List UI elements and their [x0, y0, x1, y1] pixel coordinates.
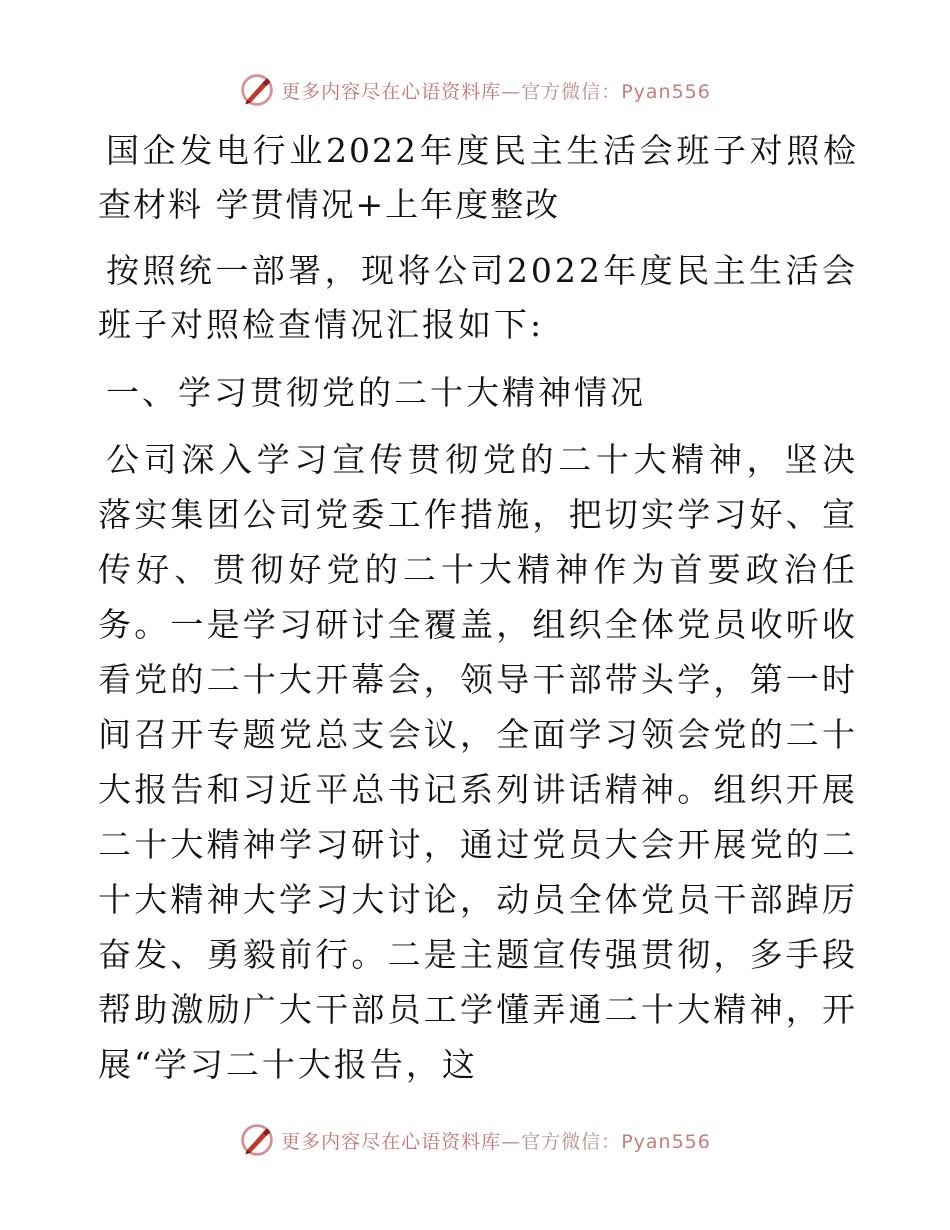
- section-paragraph: 公司深入学习宣传贯彻党的二十大精神，坚决落实集团公司党委工作措施，把切实学习好、宣传好、贯彻好党的二十大精神作为首要政治任务。一是学习研讨全覆盖，组织全体党员收听收看党的二十大开幕会，领导干部带头学，第一时间召开专题党总支会议，全面学习领会党的二十大报告和习近平总书记系列讲话精神。组织开展二十大精神学习研讨，通过党员大会开展党的二十大精神大学习大讨论，动员全体党员干部踔厉奋发、勇毅前行。二是主题宣传强贯彻，多手段帮助激励广大干部员工学懂弄通二十大精神，开展“学习二十大报告，这: [98, 440, 858, 1084]
- watermark-account: Pyan556: [621, 80, 711, 103]
- watermark-label: 官方微信：: [521, 80, 622, 103]
- document-body: [98, 124, 858, 1092]
- watermark-separator: —: [501, 80, 522, 103]
- pen-logo-icon: [239, 1122, 275, 1158]
- watermark-brand: 更多内容尽在心语资料库: [281, 1130, 502, 1153]
- watermark-account: Pyan556: [621, 1130, 711, 1153]
- watermark-footer: [0, 1120, 950, 1160]
- watermark-brand: 更多内容尽在心语资料库: [281, 80, 502, 103]
- pen-logo-icon: [239, 72, 275, 108]
- intro-paragraph: 按照统一部署，现将公司2022年度民主生活会班子对照检查情况汇报如下:: [98, 251, 858, 344]
- watermark-header: [0, 70, 950, 110]
- watermark-text: [281, 77, 711, 104]
- section-heading: 一、学习贯彻党的二十大精神情况: [106, 373, 646, 412]
- document-title: 国企发电行业2022年度民主生活会班子对照检查材料 学贯情况+上年度整改: [98, 131, 858, 224]
- watermark-text: [281, 1127, 711, 1154]
- watermark-label: 官方微信：: [521, 1130, 622, 1153]
- watermark-separator: —: [501, 1130, 522, 1153]
